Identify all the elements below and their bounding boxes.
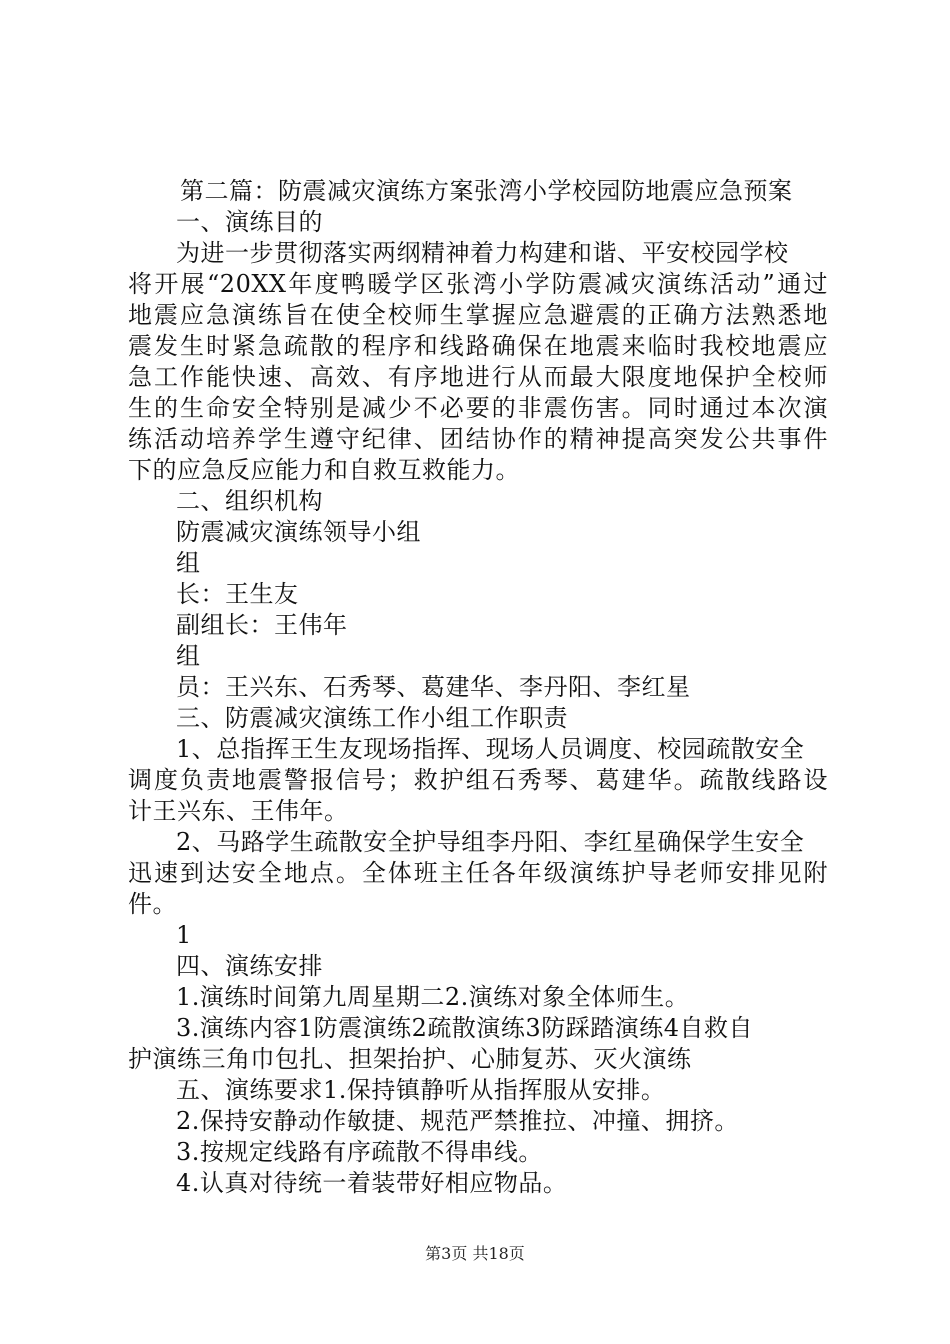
heading-requirements: 五、演练要求1.保持镇静听从指挥服从安排。 (176, 1076, 666, 1104)
leadership-group-title: 防震减灾演练领导小组 (176, 518, 421, 546)
list-item: 1.演练时间第九周星期二2.演练对象全体师生。 (176, 983, 690, 1011)
inline-page-number: 1 (176, 921, 192, 949)
paragraph-line: 练活动培养学生遵守纪律、团结协作的精神提高突发公共事件 (128, 425, 828, 453)
list-item: 长：王生友 (176, 580, 299, 608)
section-title: 第二篇：防震减灾演练方案张湾小学校园防地震应急预案 (180, 177, 793, 205)
paragraph-line: 件。 (128, 890, 177, 918)
list-item: 3.演练内容1防震演练2疏散演练3防踩踏演练4自救自 (176, 1014, 753, 1042)
list-item: 护演练三角巾包扎、担架抬护、心肺复苏、灭火演练 (128, 1045, 692, 1073)
paragraph-line: 为进一步贯彻落实两纲精神着力构建和谐、平安校园学校 (176, 239, 789, 267)
heading-duties: 三、防震减灾演练工作小组工作职责 (176, 704, 568, 732)
page-footer: 第3页 共18页 (425, 1244, 525, 1263)
list-item: 员：王兴东、石秀琴、葛建华、李丹阳、李红星 (176, 673, 691, 701)
list-item: 3.按规定线路有序疏散不得串线。 (176, 1138, 543, 1166)
paragraph-line: 调度负责地震警报信号；救护组石秀琴、葛建华。疏散线路设 (128, 766, 828, 794)
paragraph-line: 下的应急反应能力和自救互救能力。 (128, 456, 520, 484)
document-body (128, 176, 828, 1199)
paragraph-line: 震发生时紧急疏散的程序和线路确保在地震来临时我校地震应 (128, 332, 828, 360)
paragraph-line: 生的生命安全特别是减少不必要的非震伤害。同时通过本次演 (128, 394, 828, 422)
list-item: 副组长：王伟年 (176, 611, 348, 639)
paragraph-line: 2、马路学生疏散安全护导组李丹阳、李红星确保学生安全 (176, 828, 805, 856)
list-item: 2.保持安静动作敏捷、规范严禁推拉、冲撞、拥挤。 (176, 1107, 739, 1135)
paragraph-line: 1、总指挥王生友现场指挥、现场人员调度、校园疏散安全 (176, 735, 805, 763)
heading-organization: 二、组织机构 (176, 487, 323, 515)
list-item: 组 (176, 642, 201, 670)
paragraph-line: 迅速到达安全地点。全体班主任各年级演练护导老师安排见附 (128, 859, 828, 887)
paragraph-line: 计王兴东、王伟年。 (128, 797, 349, 825)
heading-arrangement: 四、演练安排 (176, 952, 323, 980)
paragraph-line: 地震应急演练旨在使全校师生掌握应急避震的正确方法熟悉地 (128, 301, 828, 329)
paragraph-line: 将开展“20XX年度鸭暖学区张湾小学防震减灾演练活动”通过 (128, 270, 828, 298)
list-item: 4.认真对待统一着装带好相应物品。 (176, 1169, 568, 1197)
list-item: 组 (176, 549, 201, 577)
paragraph-line: 急工作能快速、高效、有序地进行从而最大限度地保护全校师 (128, 363, 828, 391)
heading-purpose: 一、演练目的 (176, 208, 323, 236)
